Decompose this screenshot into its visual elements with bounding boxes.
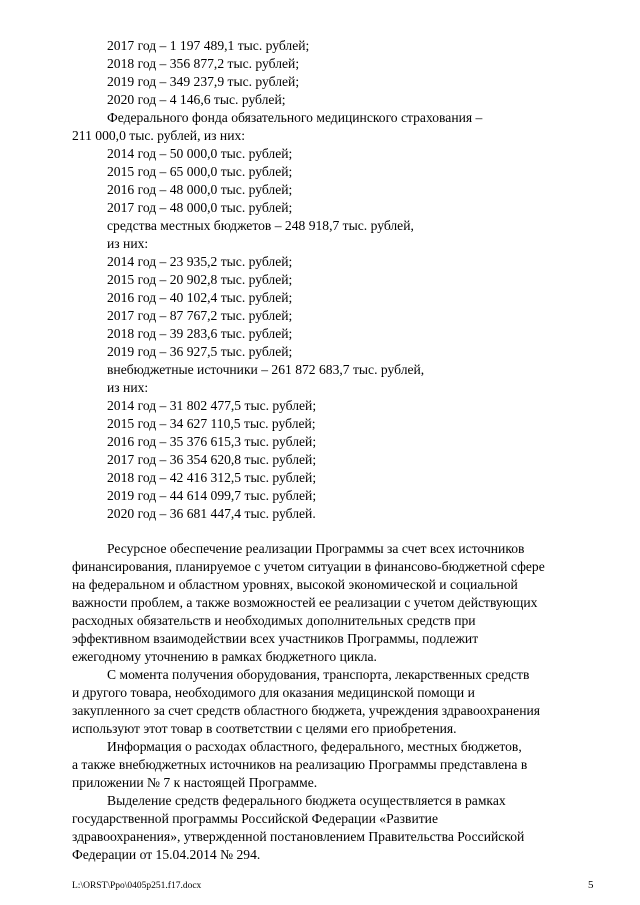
paragraph-line: финансирования, планируемое с учетом ситуации в финансово-бюджетной сфере xyxy=(72,559,545,574)
paragraph-line: а также внебюджетных источников на реализацию Программы представлена в xyxy=(72,757,528,772)
list-item: 2020 год – 36 681 447,4 тыс. рублей. xyxy=(107,506,316,521)
list-item: 2016 год – 40 102,4 тыс. рублей; xyxy=(107,290,293,305)
list-item: 2017 год – 48 000,0 тыс. рублей; xyxy=(107,200,293,215)
paragraph-line: ежегодному уточнению в рамках бюджетного цикла. xyxy=(72,649,377,664)
paragraph-line: приложении № 7 к настоящей Программе. xyxy=(72,775,318,790)
paragraph-line: Выделение средств федерального бюджета осуществляется в рамках xyxy=(107,793,506,808)
list-item: 2019 год – 36 927,5 тыс. рублей; xyxy=(107,344,293,359)
list-item: 2015 год – 34 627 110,5 тыс. рублей; xyxy=(107,416,316,431)
paragraph-line: эффективном взаимодействии всех участников Программы, подлежит xyxy=(72,631,479,646)
list-item: 2020 год – 4 146,6 тыс. рублей; xyxy=(107,92,286,107)
list-item: 2015 год – 20 902,8 тыс. рублей; xyxy=(107,272,293,287)
paragraph-line: здравоохранения», утвержденной постановлением Правительства Российской xyxy=(72,829,525,844)
list-item: 2019 год – 44 614 099,7 тыс. рублей; xyxy=(107,488,317,503)
list-item: 2017 год – 36 354 620,8 тыс. рублей; xyxy=(107,452,317,467)
paragraph-line: расходных обязательств и необходимых дополнительных средств при xyxy=(72,613,476,628)
list-item: 2014 год – 50 000,0 тыс. рублей; xyxy=(107,146,293,161)
paragraph-line: на федеральном и областном уровнях, высокой экономической и социальной xyxy=(72,577,518,592)
ffoms-total: 211 000,0 тыс. рублей, из них: xyxy=(72,128,246,143)
list-item: 2014 год – 23 935,2 тыс. рублей; xyxy=(107,254,293,269)
paragraph-line: закупленного за счет средств областного бюджета, учреждения здравоохранения xyxy=(72,703,540,718)
extra-heading: внебюджетные источники – 261 872 683,7 тыс. рублей, xyxy=(107,362,425,377)
paragraph-line: важности проблем, а также возможностей ее реализации с учетом действующих xyxy=(72,595,538,610)
paragraph-line: государственной программы Российской Федерации «Развитие xyxy=(72,811,438,826)
ffoms-heading: Федерального фонда обязательного медицинского страхования – xyxy=(107,110,483,125)
list-item: 2017 год – 87 767,2 тыс. рублей; xyxy=(107,308,293,323)
local-subheading: из них: xyxy=(107,236,149,251)
list-item: 2019 год – 349 237,9 тыс. рублей; xyxy=(107,74,300,89)
list-item: 2015 год – 65 000,0 тыс. рублей; xyxy=(107,164,293,179)
list-item: 2018 год – 356 877,2 тыс. рублей; xyxy=(107,56,300,71)
paragraph-line: Федерации от 15.04.2014 № 294. xyxy=(72,847,261,862)
footer-file-path: L:\ORST\Ppo\0405p251.f17.docx xyxy=(72,881,202,891)
paragraph-line: и другого товара, необходимого для оказания медицинской помощи и xyxy=(72,685,475,700)
list-item: 2017 год – 1 197 489,1 тыс. рублей; xyxy=(107,38,310,53)
list-item: 2018 год – 42 416 312,5 тыс. рублей; xyxy=(107,470,317,485)
paragraph-line: используют этот товар в соответствии с целями его приобретения. xyxy=(72,721,457,736)
page-number: 5 xyxy=(588,879,594,891)
list-item: 2016 год – 48 000,0 тыс. рублей; xyxy=(107,182,293,197)
paragraph-line: Информация о расходах областного, федерального, местных бюджетов, xyxy=(107,739,522,754)
paragraph-line: Ресурсное обеспечение реализации Программы за счет всех источников xyxy=(107,541,525,556)
paragraph-line: С момента получения оборудования, транспорта, лекарственных средств xyxy=(107,667,530,682)
list-item: 2018 год – 39 283,6 тыс. рублей; xyxy=(107,326,293,341)
list-item: 2016 год – 35 376 615,3 тыс. рублей; xyxy=(107,434,317,449)
extra-subheading: из них: xyxy=(107,380,149,395)
local-heading: средства местных бюджетов – 248 918,7 тыс. рублей, xyxy=(107,218,414,233)
list-item: 2014 год – 31 802 477,5 тыс. рублей; xyxy=(107,398,317,413)
